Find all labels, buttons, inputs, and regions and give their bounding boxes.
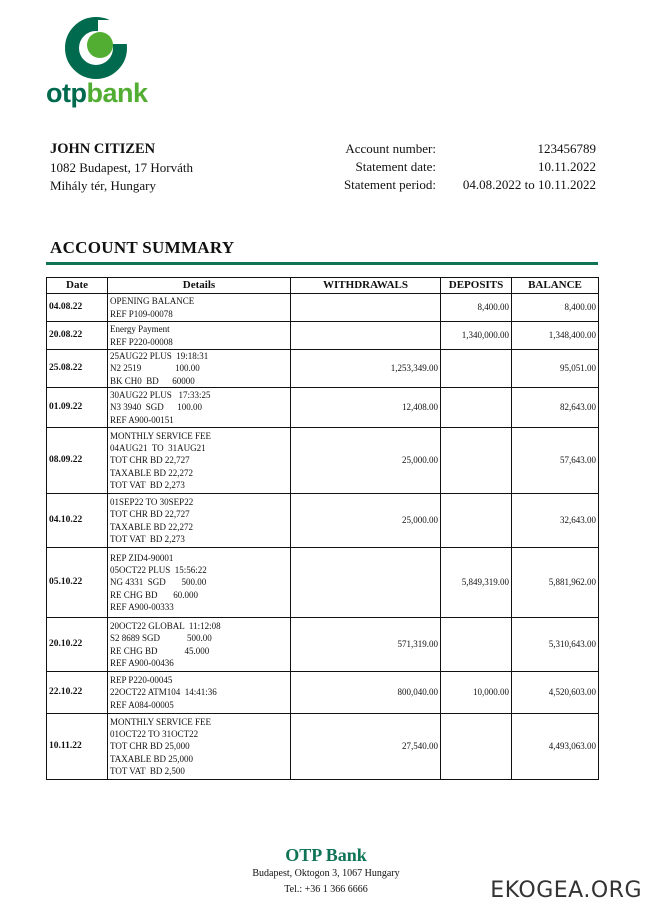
row-details: MONTHLY SERVICE FEE 04AUG21 TO 31AUG21 TOT CHR BD 22,727 TAXABLE BD 22,272 TOT VAT BD 2,273 xyxy=(108,428,291,494)
row-withdrawal: 571,319.00 xyxy=(291,618,441,672)
row-deposit xyxy=(441,618,512,672)
row-details: OPENING BALANCE REF P109-00078 xyxy=(108,294,291,322)
logo-wordmark xyxy=(46,80,148,107)
section-divider xyxy=(46,262,598,265)
row-date: 05.10.22 xyxy=(47,548,108,618)
customer-address-line2: Mihály tér, Hungary xyxy=(50,178,156,193)
row-balance: 1,348,400.00 xyxy=(512,322,599,350)
table-row xyxy=(47,388,599,428)
table-row xyxy=(47,350,599,388)
account-summary-title: ACCOUNT SUMMARY xyxy=(50,238,235,257)
table-row xyxy=(47,548,599,618)
row-withdrawal: 1,253,349.00 xyxy=(291,350,441,388)
logo-word-otp: otp xyxy=(46,78,87,108)
row-details: REP ZID4-90001 05OCT22 PLUS 15:56:22 NG 4331 SGD 500.00 RE CHG BD 60.000 REF A900-00333 xyxy=(108,548,291,618)
row-date: 20.10.22 xyxy=(47,618,108,672)
row-withdrawal: 27,540.00 xyxy=(291,714,441,780)
row-date: 01.09.22 xyxy=(47,388,108,428)
row-withdrawal xyxy=(291,294,441,322)
row-details: 30AUG22 PLUS 17:33:25 N3 3940 SGD 100.00 REF A900-00151 xyxy=(108,388,291,428)
row-deposit xyxy=(441,428,512,494)
logo-word-bank: bank xyxy=(86,78,148,108)
footer-telephone: Tel.: +36 1 366 6666 xyxy=(284,884,368,895)
row-date: 04.08.22 xyxy=(47,294,108,322)
account-info-values xyxy=(463,140,596,194)
row-deposit xyxy=(441,388,512,428)
customer-name: JOHN CITIZEN xyxy=(50,141,156,157)
table-row xyxy=(47,322,599,350)
row-details: 25AUG22 PLUS 19:18:31 N2 2519 100.00 BK CH0 BD 60000 xyxy=(108,350,291,388)
account-number-label: Account number: xyxy=(345,141,436,156)
column-header-details: Details xyxy=(108,278,291,294)
column-header-deposits: DEPOSITS xyxy=(441,278,512,294)
row-date: 22.10.22 xyxy=(47,672,108,714)
otp-logo-mark-icon xyxy=(64,16,128,80)
table-row xyxy=(47,294,599,322)
row-date: 04.10.22 xyxy=(47,494,108,548)
row-withdrawal xyxy=(291,548,441,618)
row-date: 10.11.22 xyxy=(47,714,108,780)
row-date: 08.09.22 xyxy=(47,428,108,494)
row-balance: 4,493,063.00 xyxy=(512,714,599,780)
row-balance: 95,051.00 xyxy=(512,350,599,388)
statement-date-value: 10.11.2022 xyxy=(537,159,596,174)
table-row xyxy=(47,494,599,548)
row-date: 20.08.22 xyxy=(47,322,108,350)
row-deposit xyxy=(441,350,512,388)
otp-bank-logo xyxy=(46,16,156,116)
row-deposit: 1,340,000.00 xyxy=(441,322,512,350)
row-withdrawal xyxy=(291,322,441,350)
row-details: 20OCT22 GLOBAL 11:12:08 S2 8689 SGD 500.00 RE CHG BD 45.000 REF A900-00436 xyxy=(108,618,291,672)
table-row xyxy=(47,428,599,494)
row-withdrawal: 12,408.00 xyxy=(291,388,441,428)
row-deposit: 8,400.00 xyxy=(441,294,512,322)
footer-address: Budapest, Oktogon 3, 1067 Hungary xyxy=(252,868,400,879)
account-info-labels xyxy=(344,140,436,194)
row-balance: 32,643.00 xyxy=(512,494,599,548)
row-balance: 5,881,962.00 xyxy=(512,548,599,618)
row-withdrawal: 800,040.00 xyxy=(291,672,441,714)
row-balance: 82,643.00 xyxy=(512,388,599,428)
row-balance: 4,520,603.00 xyxy=(512,672,599,714)
row-deposit: 5,849,319.00 xyxy=(441,548,512,618)
customer-address-line1: 1082 Budapest, 17 Horváth xyxy=(50,160,193,175)
row-date: 25.08.22 xyxy=(47,350,108,388)
row-details: REP P220-00045 22OCT22 ATM104 14:41:36 REF A084-00005 xyxy=(108,672,291,714)
row-deposit xyxy=(441,494,512,548)
column-header-withdrawals: WITHDRAWALS xyxy=(291,278,441,294)
account-number-value: 123456789 xyxy=(537,141,596,156)
customer-block xyxy=(50,140,193,195)
table-row xyxy=(47,618,599,672)
row-deposit xyxy=(441,714,512,780)
column-header-balance: BALANCE xyxy=(512,278,599,294)
statement-date-label: Statement date: xyxy=(355,159,436,174)
transactions-table xyxy=(46,277,599,780)
statement-period-value: 04.08.2022 to 10.11.2022 xyxy=(462,177,596,192)
row-details: Energy Payment REF P220-00008 xyxy=(108,322,291,350)
statement-period-label: Statement period: xyxy=(343,177,436,192)
column-header-date: Date xyxy=(47,278,108,294)
table-row xyxy=(47,714,599,780)
row-withdrawal: 25,000.00 xyxy=(291,428,441,494)
row-details: 01SEP22 TO 30SEP22 TOT CHR BD 22,727 TAXABLE BD 22,272 TOT VAT BD 2,273 xyxy=(108,494,291,548)
table-row xyxy=(47,672,599,714)
watermark: EKOGEA.ORG xyxy=(490,878,642,903)
row-balance: 57,643.00 xyxy=(512,428,599,494)
row-details: MONTHLY SERVICE FEE 01OCT22 TO 31OCT22 TOT CHR BD 25,000 TAXABLE BD 25,000 TOT VAT BD 2,500 xyxy=(108,714,291,780)
row-deposit: 10,000.00 xyxy=(441,672,512,714)
row-withdrawal: 25,000.00 xyxy=(291,494,441,548)
row-balance: 8,400.00 xyxy=(512,294,599,322)
footer-bank-name: OTP Bank xyxy=(285,845,367,865)
table-header-row xyxy=(47,278,599,294)
row-balance: 5,310,643.00 xyxy=(512,618,599,672)
